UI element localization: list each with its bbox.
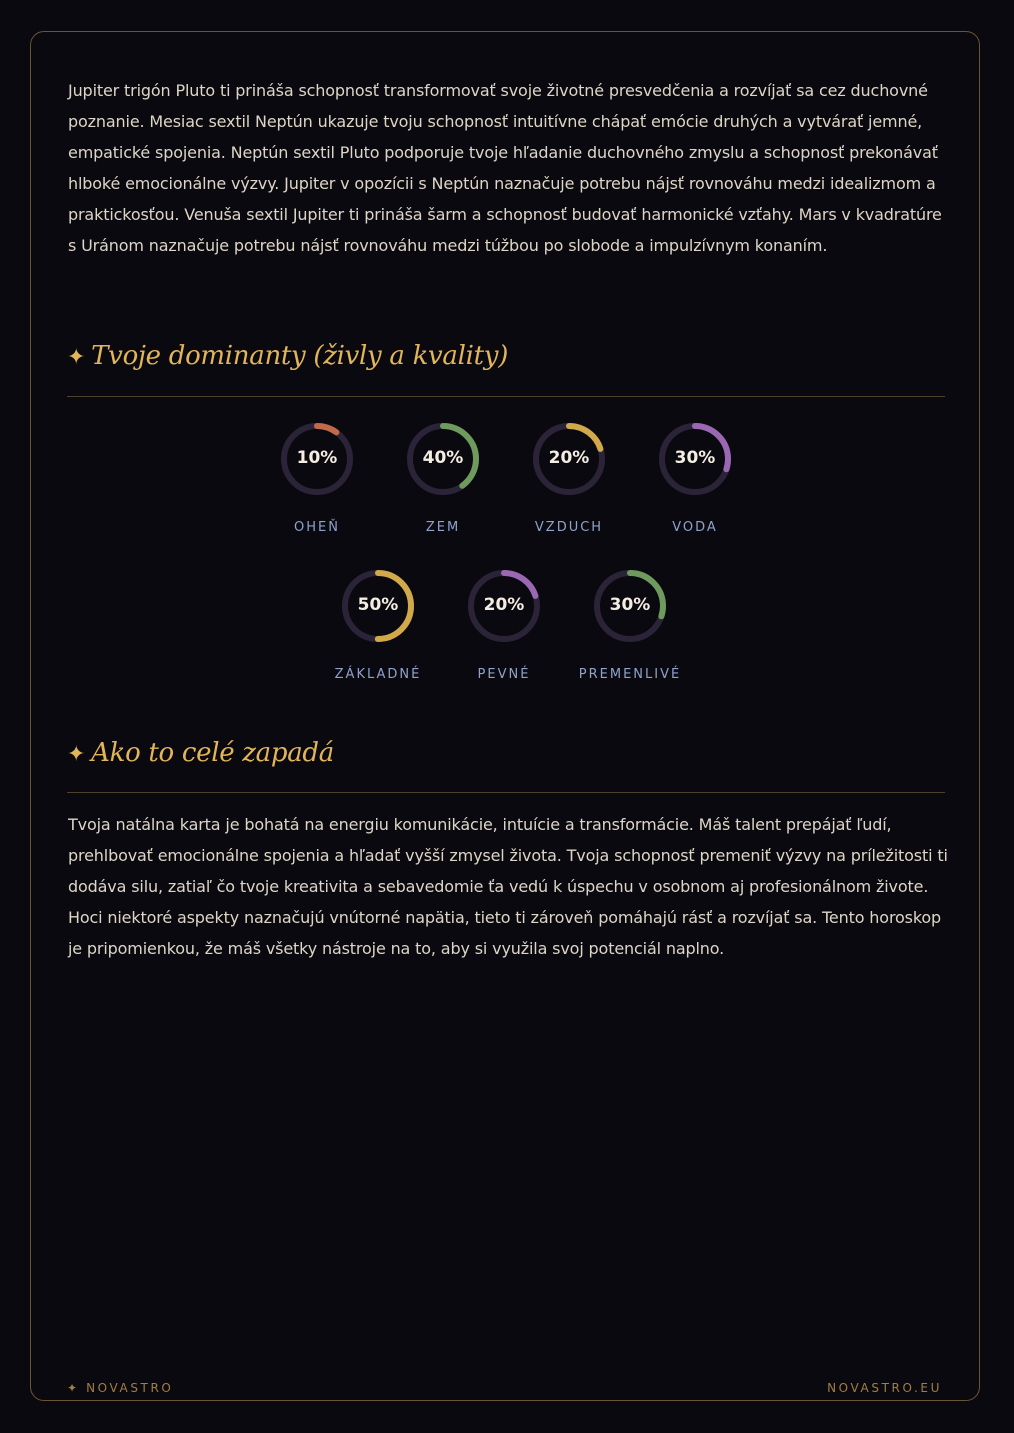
- gauge-zem: [388, 420, 498, 570]
- gauge-pevné: [449, 567, 559, 717]
- summary-paragraph: Tvoja natálna karta je bohatá na energiu komunikácie, intuície a transformácie. Máš talent prepájať ľudí, prehlbovať emocionálne spojenia a hľadať vyšší zmysel života. Tvoja schopnosť premeniť výzvy na príležitosti ti dodáva silu, zatiaľ čo tvoje kreativita a sebavedomie ťa vedú k úspechu v osobnom aj profesionálnom živote. Hoci niektoré aspekty naznačujú vnútorné napätia, tieto ti zároveň pomáhajú rásť a rozvíjať sa. Tento horoskop je pripomienkou, že máš všetky nástroje na to, aby si využila svoj potenciál naplno.: [68, 815, 948, 958]
- gauge-vzduch: [514, 420, 624, 570]
- section-divider: [67, 396, 945, 397]
- gauge-premenlivé: [575, 567, 685, 717]
- star-icon: ✦: [67, 345, 86, 370]
- gauge-label: ZÁKLADNÉ: [334, 667, 422, 682]
- gauge-percent: 20%: [548, 448, 590, 468]
- section-divider: [67, 792, 945, 793]
- gauge-oheň: [262, 420, 372, 570]
- dominants-title: Tvoje dominanty (živly a kvality): [91, 341, 509, 371]
- summary-heading: [67, 738, 334, 768]
- intro-paragraph: Jupiter trigón Pluto ti prináša schopnosť transformovať svoje životné presvedčenia a rozvíjať sa cez duchovné poznanie. Mesiac sextil Neptún ukazuje tvoju schopnosť intuitívne chápať emócie druhých a vytvárať jemné, empatické spojenia. Neptún sextil Pluto podporuje tvoje hľadanie duchovného zmyslu a schopnosť prekonávať hlboké emocionálne výzvy. Jupiter v opozícii s Neptún naznačuje potrebu nájsť rovnováhu medzi idealizmom a praktickosťou. Venuša sextil Jupiter ti prináša šarm a schopnosť budovať harmonické vzťahy. Mars v kvadratúre s Uránom naznačuje potrebu nájsť rovnováhu medzi túžbou po slobode a impulzívnym konaním.: [68, 81, 942, 255]
- gauge-percent: 20%: [483, 595, 525, 615]
- gauge-percent: 30%: [674, 448, 716, 468]
- gauge-percent: 30%: [609, 595, 651, 615]
- footer-url: NOVASTRO.EU: [827, 1381, 942, 1395]
- summary-title: Ako to celé zapadá: [91, 738, 334, 768]
- star-icon: ✦: [67, 742, 86, 767]
- gauge-label: ZEM: [425, 520, 461, 535]
- gauge-label: PEVNÉ: [477, 667, 531, 682]
- footer-brand: ✦ NOVASTRO: [67, 1381, 174, 1395]
- gauge-percent: 50%: [357, 595, 399, 615]
- gauge-label: OHEŇ: [294, 520, 340, 535]
- dominants-heading: [67, 341, 508, 371]
- gauge-percent: 40%: [422, 448, 464, 468]
- gauge-label: PREMENLIVÉ: [578, 667, 682, 682]
- gauge-voda: [640, 420, 750, 570]
- gauge-základné: [323, 567, 433, 717]
- gauge-label: VZDUCH: [534, 520, 604, 535]
- gauge-label: VODA: [672, 520, 718, 535]
- gauge-percent: 10%: [296, 448, 338, 468]
